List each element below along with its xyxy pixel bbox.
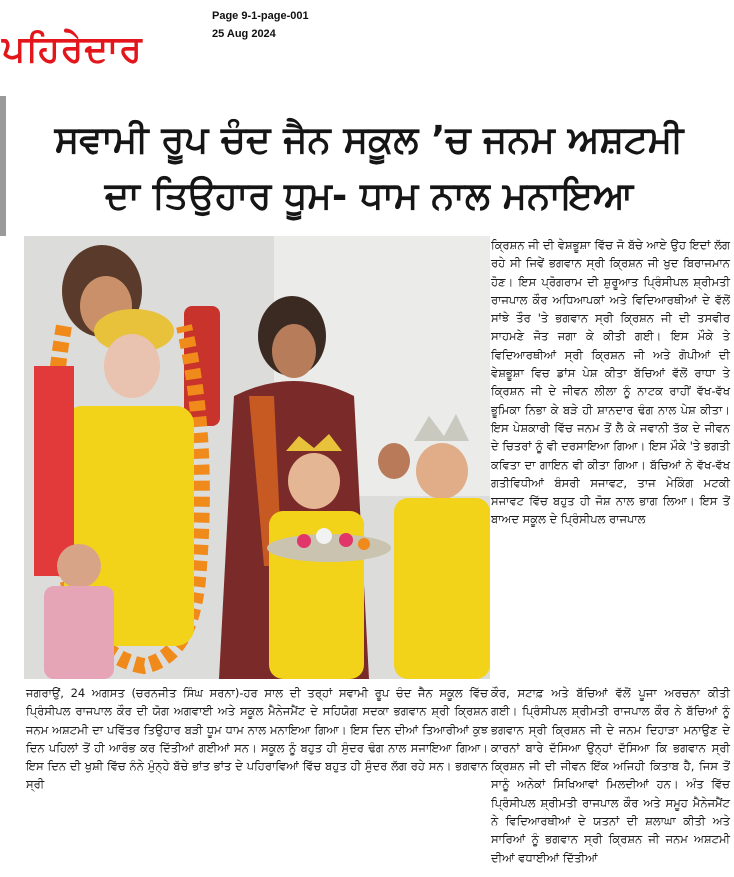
page-label: Page 9-1-page-001	[212, 10, 309, 22]
newspaper-logo: ਪਹਿਰੇਦਾਰ	[2, 29, 143, 70]
article-column-bottom-left	[26, 684, 488, 794]
photo-illustration	[24, 236, 490, 679]
article-photo	[24, 236, 490, 679]
headline-line-1: ਸਵਾਮੀ ਰੂਪ ਚੰਦ ਜੈਨ ਸਕੂਲ ’ਚ ਜਨਮ ਅਸ਼ਟਮੀ	[54, 118, 684, 161]
article-column-right-bottom	[491, 684, 730, 867]
article-paragraph: ਜਗਰਾਉਂ, 24 ਅਗਸਤ (ਚਰਨਜੀਤ ਸਿੰਘ ਸਰਨਾ)-ਹਰ ਸਾਲ ਦੀ ਤਰ੍ਹਾਂ ਸਵਾਮੀ ਰੂਪ ਚੰਦ ਜੈਨ ਸਕੂਲ ਵਿੱਚ ਪ੍ਰਿੰਸੀਪਲ ਰਾਜਪਾਲ ਕੌਰ ਦੀ ਯੋਗ ਅਗਵਾਈ ਅਤੇ ਸਕੂਲ ਮੈਨੇਜਮੈਂਟ ਦੇ ਸਹਿਯੋਗ ਸਦਕਾ ਭਗਵਾਨ ਸ਼੍ਰੀ ਕ੍ਰਿਸ਼ਨ ਜਨਮ ਅਸ਼ਟਮੀ ਦਾ ਪਵਿੱਤਰ ਤਿਉਹਾਰ ਬੜੀ ਧੂਮ ਧਾਮ ਨਾਲ ਮਨਾਇਆ ਗਿਆ। ਇਸ ਦਿਨ ਦੀਆਂ ਤਿਆਰੀਆਂ ਕੁਝ ਦਿਨ ਪਹਿਲਾਂ ਤੋਂ ਹੀ ਆਰੰਭ ਕਰ ਦਿੱਤੀਆਂ ਗਈਆਂ ਸਨ। ਸਕੂਲ ਨੂੰ ਬਹੁਤ ਹੀ ਸੁੰਦਰ ਢੰਗ ਨਾਲ ਸਜਾਇਆ ਗਿਆ। ਇਸ ਦਿਨ ਦੀ ਖੁਸ਼ੀ ਵਿੱਚ ਨੰਨੇ ਮੁੰਨ੍ਹੇ ਬੱਚੇ ਭਾਂਤ ਭਾਂਤ ਦੇ ਪਹਿਰਾਵਿਆਂ ਵਿੱਚ ਬਹੁਤ ਹੀ ਸੁੰਦਰ ਲੱਗ ਰਹੇ ਸਨ। ਭਗਵਾਨ ਸ੍ਰੀ	[26, 686, 488, 792]
left-margin-strip	[0, 96, 6, 236]
article-paragraph: ਕ੍ਰਿਸ਼ਨ ਜੀ ਦੀ ਵੇਸ਼ਭੂਸ਼ਾ ਵਿੱਚ ਜੋ ਬੱਚੇ ਆਏ ਉਹ ਇਦਾਂ ਲੱਗ ਰਹੇ ਸੀ ਜਿਵੇਂ ਭਗਵਾਨ ਸ੍ਰੀ ਕ੍ਰਿਸ਼ਨ ਜੀ ਖੁਦ ਬਿਰਾਜਮਾਨ ਹੋਣ। ਇਸ ਪ੍ਰੋਗਰਾਮ ਦੀ ਸ਼ੁਰੂਆਤ ਪ੍ਰਿੰਸੀਪਲ ਸ਼੍ਰੀਮਤੀ ਰਾਜਪਾਲ ਕੌਰ ਅਧਿਆਪਕਾਂ ਅਤੇ ਵਿਦਿਆਰਥੀਆਂ ਦੇ ਵੱਲੋਂ ਸਾਂਝੇ ਤੌਰ 'ਤੇ ਭਗਵਾਨ ਸ੍ਰੀ ਕ੍ਰਿਸ਼ਨ ਜੀ ਦੀ ਤਸਵੀਰ ਸਾਹਮਣੇ ਜੋਤ ਜਗਾ ਕੇ ਕੀਤੀ ਗਈ। ਇਸ ਮੌਕੇ ਤੇ ਵਿਦਿਆਰਥੀਆਂ ਸ੍ਰੀ ਕ੍ਰਿਸ਼ਨ ਜੀ ਅਤੇ ਗੋਪੀਆਂ ਦੀ ਵੇਸ਼ਭੂਸ਼ਾ ਵਿਚ ਡਾਂਸ ਪੇਸ਼ ਕੀਤਾ ਬੱਚਿਆਂ ਵੱਲੋਂ ਰਾਧਾ ਤੇ ਕ੍ਰਿਸ਼ਨ ਜੀ ਦੇ ਜੀਵਨ ਲੀਲਾ ਨੂੰ ਨਾਟਕ ਰਾਹੀਂ ਵੱਖ-ਵੱਖ ਭੂਮਿਕਾ ਨਿਭਾ ਕੇ ਬੜੇ ਹੀ ਸ਼ਾਨਦਾਰ ਢੰਗ ਨਾਲ ਪੇਸ਼ ਕੀਤਾ। ਇਸ ਪੇਸ਼ਕਾਰੀ ਵਿੱਚ ਜਨਮ ਤੋਂ ਲੈ ਕੇ ਜਵਾਨੀ ਤੱਕ ਦੇ ਜੀਵਨ ਦੇ ਚਿਤਰਾਂ ਨੂੰ ਵੀ ਦਰਸਾਇਆ ਗਿਆ। ਇਸ ਮੌਕੇ 'ਤੇ ਭਗਤੀ ਕਵਿਤਾ ਦਾ ਗਾਇਨ ਵੀ ਕੀਤਾ ਗਿਆ। ਬੱਚਿਆਂ ਨੇ ਵੱਖ-ਵੱਖ ਗਤੀਵਿਧੀਆਂ ਬੰਸਰੀ ਸਜਾਵਟ, ਤਾਜ ਮੇਕਿੰਗ ਮਟਕੀ ਸਜਾਵਟ ਵਿੱਚ ਬਹੁਤ ਹੀ ਜੋਸ਼ ਨਾਲ ਭਾਗ ਲਿਆ। ਇਸ ਤੋਂ ਬਾਅਦ ਸਕੂਲ ਦੇ ਪ੍ਰਿੰਸੀਪਲ ਰਾਜਪਾਲ	[491, 238, 730, 527]
page-info	[212, 7, 309, 43]
headline-line-2: ਦਾ ਤਿਉਹਾਰ ਧੂਮ- ਧਾਮ ਨਾਲ ਮਨਾਇਆ	[104, 174, 634, 217]
page-date: 25 Aug 2024	[212, 28, 276, 40]
article-headline	[8, 112, 730, 224]
masthead	[0, 0, 734, 78]
article-paragraph: ਕੌਰ, ਸਟਾਫ਼ ਅਤੇ ਬੱਚਿਆਂ ਵੱਲੋਂ ਪੂਜਾ ਅਰਚਨਾ ਕੀਤੀ ਗਈ। ਪ੍ਰਿੰਸੀਪਲ ਸ਼੍ਰੀਮਤੀ ਰਾਜਪਾਲ ਕੌਰ ਨੇ ਬੱਚਿਆਂ ਨੂੰ ਭਗਵਾਨ ਸ੍ਰੀ ਕ੍ਰਿਸ਼ਨ ਜੀ ਦੇ ਜਨਮ ਦਿਹਾੜਾ ਮਨਾਉਣ ਦੇ ਕਾਰਨਾਂ ਬਾਰੇ ਦੱਸਿਆ ਉਨ੍ਹਾਂ ਦੱਸਿਆ ਕਿ ਭਗਵਾਨ ਸ੍ਰੀ ਕ੍ਰਿਸ਼ਨ ਜੀ ਦੀ ਜੀਵਨ ਇੱਕ ਅਜਿਹੀ ਕਿਤਾਬ ਹੈ, ਜਿਸ ਤੋਂ ਸਾਨੂੰ ਅਨੇਕਾਂ ਸਿਖਿਆਵਾਂ ਮਿਲਦੀਆਂ ਹਨ। ਅੰਤ ਵਿੱਚ ਪ੍ਰਿੰਸੀਪਲ ਸ਼੍ਰੀਮਤੀ ਰਾਜਪਾਲ ਕੌਰ ਅਤੇ ਸਮੂਹ ਮੈਨੇਜਮੈਂਟ ਨੇ ਵਿਦਿਆਰਥੀਆਂ ਦੇ ਯਤਨਾਂ ਦੀ ਸ਼ਲਾਘਾ ਕੀਤੀ ਅਤੇ ਸਾਰਿਆਂ ਨੂੰ ਭਗਵਾਨ ਸ੍ਰੀ ਕ੍ਰਿਸ਼ਨ ਜੀ ਜਨਮ ਅਸ਼ਟਮੀ ਦੀਆਂ ਵਧਾਈਆਂ ਦਿੱਤੀਆਂ	[491, 686, 730, 865]
article-column-right-top	[491, 236, 730, 529]
